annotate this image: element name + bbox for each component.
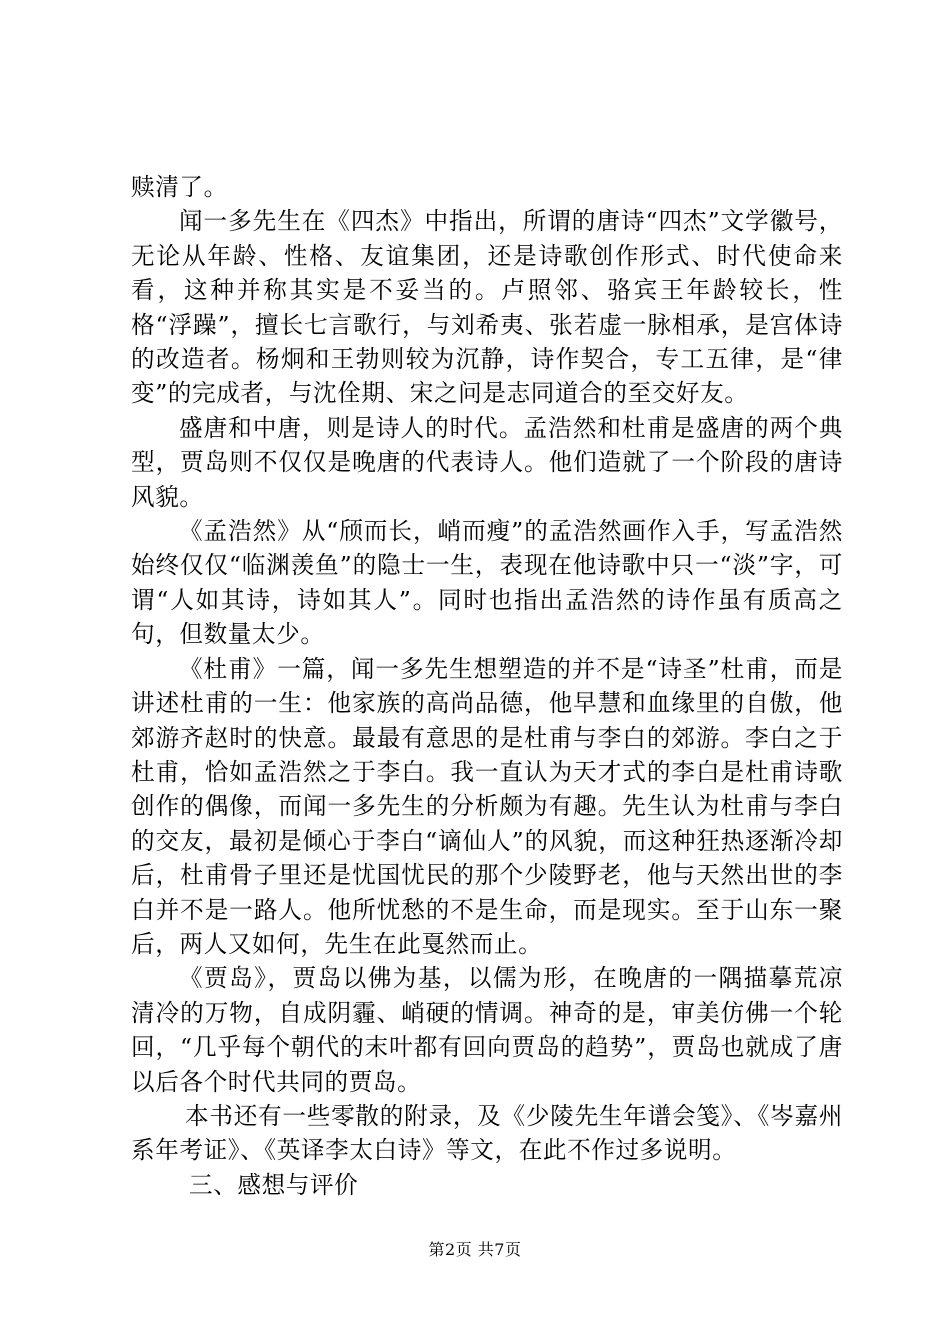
page-number-footer: 第2页 共7页 (428, 1240, 522, 1259)
document-body (131, 170, 843, 1202)
paragraph-four-masters: 闻一多先生在《四杰》中指出，所谓的唐诗“四杰”文学徽号，无论从年龄、性格、友谊集团，还是诗歌创作形式、时代使命来看，这种并称其实是不妥当的。卢照邻、骆宾王年龄较长，性格“浮躁”，擅长七言歌行，与刘希夷、张若虚一脉相承，是宫体诗的改造者。杨炯和王勃则较为沉静，诗作契合，专工五律，是“律变”的完成者，与沈佺期、宋之问是志同道合的至交好友。 (131, 207, 843, 408)
paragraph-high-tang: 盛唐和中唐，则是诗人的时代。孟浩然和杜甫是盛唐的两个典型，贾岛则不仅仅是晚唐的代表诗人。他们造就了一个阶段的唐诗风貌。 (131, 413, 843, 511)
section-heading: 三、感想与评价 (189, 1170, 359, 1199)
paragraph-du-fu: 《杜甫》一篇，闻一多先生想塑造的并不是“诗圣”杜甫，而是讲述杜甫的一生：他家族的高尚品德，他早慧和血缘里的自傲，他郊游齐赵时的快意。最最有意思的是杜甫与李白的郊游。李白之于杜甫，恰如孟浩然之于李白。我一直认为天才式的李白是杜甫诗歌创作的偶像，而闻一多先生的分析颇为有趣。先生认为杜甫与李白的交友，最初是倾心于李白“谪仙人”的风貌，而这种狂热逐渐冷却后，杜甫骨子里还是忧国忧民的那个少陵野老，他与天然出世的李白并不是一路人。他所忧愁的不是生命，而是现实。至于山东一聚后，两人又如何，先生在此戛然而止。 (131, 654, 843, 958)
paragraph-continuation: 赎清了。 (131, 173, 228, 201)
paragraph-meng-haoran: 《孟浩然》从“颀而长，峭而瘦”的孟浩然画作入手，写孟浩然始终仅仅“临渊羡鱼”的隐士一生，表现在他诗歌中只一“淡”字，可谓“人如其诗，诗如其人”。同时也指出孟浩然的诗作虽有质高之句，但数量太少。 (131, 517, 843, 649)
paragraph-jia-dao: 《贾岛》，贾岛以佛为基，以儒为形，在晚唐的一隅描摹荒凉清冷的万物，自成阴霾、峭硬的情调。神奇的是，审美仿佛一个轮回，“几乎每个朝代的末叶都有回向贾岛的趋势”，贾岛也就成了唐以后各个时代共同的贾岛。 (131, 964, 843, 1096)
paragraph-appendix: 本书还有一些零散的附录，及《少陵先生年谱会笺》、《岑嘉州系年考证》、《英译李太白诗》等文，在此不作过多说明。 (131, 1101, 843, 1165)
